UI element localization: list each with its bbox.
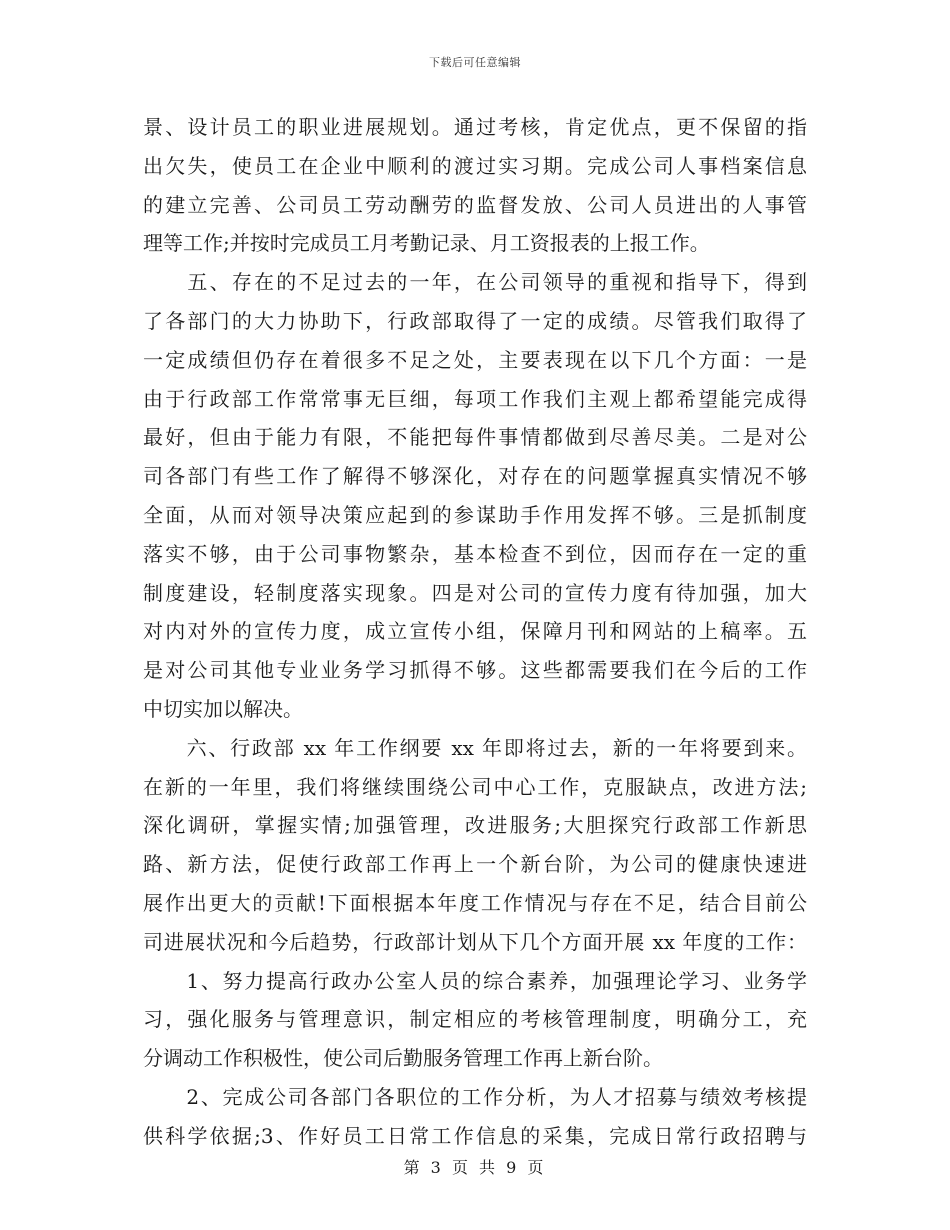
text-line: 理等工作;并按时完成员工月考勤记录、月工资报表的上报工作。 <box>143 231 710 256</box>
text-line: 景、设计员工的职业进展规划。通过考核，肯定优点，更不保留的指 <box>143 115 807 139</box>
text-line: 对内对外的宣传力度，成立宣传小组，保障月刊和网站的上稿率。五 <box>143 619 807 644</box>
text-line: 供科学依据;3、作好员工日常工作信息的采集，完成日常行政招聘与 <box>143 1123 807 1148</box>
page-header: 下载后可任意编辑 <box>429 56 521 69</box>
text-line: 全面，从而对领导决策应起到的参谋助手作用发挥不够。三是抓制度 <box>143 502 807 527</box>
text-line: 六、行政部 xx 年工作纲要 xx 年即将过去，新的一年将要到来。 <box>143 735 807 760</box>
text-line: 由于行政部工作常常事无巨细，每项工作我们主观上都希望能完成得 <box>143 386 807 411</box>
text-line: 2、完成公司各部门各职位的工作分析，为人才招募与绩效考核提 <box>143 1084 807 1109</box>
text-line: 出欠失，使员工在企业中顺利的渡过实习期。完成公司人事档案信息 <box>143 153 807 178</box>
text-line: 中切实加以解决。 <box>143 696 303 721</box>
text-line: 的建立完善、公司员工劳动酬劳的监督发放、公司人员进出的人事管 <box>143 192 807 217</box>
text-line: 在新的一年里，我们将继续围绕公司中心工作，克服缺点，改进方法; <box>143 774 807 799</box>
text-line: 了各部门的大力协助下，行政部取得了一定的成绩。尽管我们取得了 <box>143 308 807 333</box>
text-line: 路、新方法，促使行政部工作再上一个新台阶，为公司的健康快速进 <box>143 852 807 877</box>
page-number-footer: 第 3 页 共 9 页 <box>403 1158 547 1177</box>
text-line: 五、存在的不足过去的一年，在公司领导的重视和指导下，得到 <box>143 270 807 295</box>
text-line: 落实不够，由于公司事物繁杂，基本检查不到位，因而存在一定的重 <box>143 541 807 566</box>
text-line: 一定成绩但仍存在着很多不足之处，主要表现在以下几个方面：一是 <box>143 347 807 372</box>
text-line: 展作出更大的贡献!下面根据本年度工作情况与存在不足，结合目前公 <box>143 890 807 915</box>
text-line: 分调动工作积极性，使公司后勤服务管理工作再上新台阶。 <box>143 1046 663 1071</box>
text-line: 是对公司其他专业业务学习抓得不够。这些都需要我们在今后的工作 <box>143 658 807 683</box>
text-line: 最好，但由于能力有限，不能把每件事情都做到尽善尽美。二是对公 <box>143 425 807 450</box>
text-line: 深化调研，掌握实情;加强管理，改进服务;大胆探究行政部工作新思 <box>143 813 807 838</box>
document-body <box>143 108 807 1156</box>
text-line: 制度建设，轻制度落实现象。四是对公司的宣传力度有待加强，加大 <box>143 580 807 605</box>
text-line: 司进展状况和今后趋势，行政部计划从下几个方面开展 xx 年度的工作： <box>143 929 807 954</box>
text-line: 1、努力提高行政办公室人员的综合素养，加强理论学习、业务学 <box>143 968 807 993</box>
text-line: 习，强化服务与管理意识，制定相应的考核管理制度，明确分工，充 <box>143 1007 807 1032</box>
text-line: 司各部门有些工作了解得不够深化，对存在的问题掌握真实情况不够 <box>143 464 807 489</box>
